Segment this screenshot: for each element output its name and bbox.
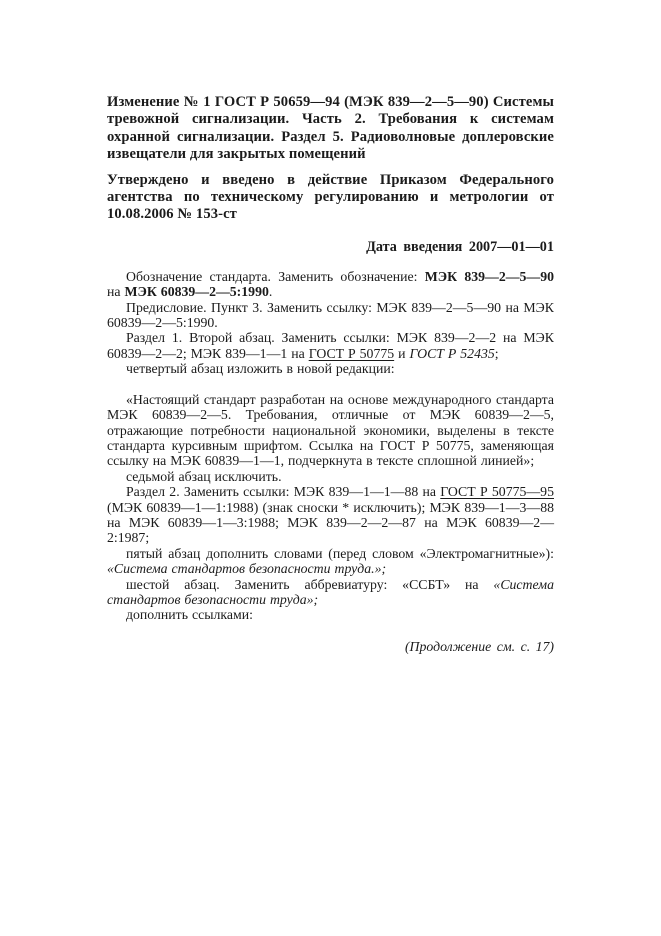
para-fourth-paragraph bbox=[107, 361, 554, 376]
amendment-title bbox=[107, 94, 554, 164]
text-run: шестой абзац. Заменить аббревиатуру: «ССБТ» на bbox=[126, 576, 494, 592]
para-designation bbox=[107, 269, 554, 300]
text-run: ГОСТ Р 50775 bbox=[308, 345, 395, 361]
text-run: ; bbox=[494, 345, 499, 361]
text-run: «Система стандартов безопасности труда.»; bbox=[107, 561, 387, 577]
text-run: Раздел 2. Заменить ссылки: МЭК 839—1—1—88 на bbox=[126, 484, 441, 500]
para-seventh-paragraph bbox=[107, 469, 554, 484]
continuation-note bbox=[107, 639, 554, 654]
text-run: на bbox=[107, 284, 125, 300]
para-foreword bbox=[107, 300, 554, 331]
para-sixth-paragraph bbox=[107, 577, 554, 608]
text-run: Раздел 1. Второй абзац. Заменить ссылки: МЭК 839—2—2 на МЭК 60839—2—2; МЭК 839—1—1 на bbox=[107, 330, 554, 361]
approval-statement bbox=[107, 172, 554, 224]
text-run: Предисловие. Пункт 3. Заменить ссылку: МЭК 839—2—5—90 на МЭК 60839—2—5:1990. bbox=[107, 299, 554, 331]
para-section2 bbox=[107, 484, 554, 546]
text-run: ГОСТ Р 52435 bbox=[409, 345, 495, 361]
text-run: Дата введения 2007—01—01 bbox=[366, 238, 554, 255]
text-run: Обозначение стандарта. Заменить обозначение: bbox=[126, 268, 425, 284]
text-run: (МЭК 60839—1—1:1988) (знак сноски * исключить); МЭК 839—1—3—88 на МЭК 60839—1—3:1988; МЭК 839—2—2—87 на МЭК 60839—2—2:1987; bbox=[107, 499, 554, 546]
document-content bbox=[107, 94, 554, 654]
text-run: (Продолжение см. с. 17) bbox=[404, 638, 554, 654]
para-add-references bbox=[107, 607, 554, 622]
text-run: ГОСТ Р 50775—95 bbox=[440, 484, 554, 500]
effective-date bbox=[107, 239, 554, 255]
para-section1 bbox=[107, 330, 554, 361]
text-run: четвертый абзац изложить в новой редакции: bbox=[126, 361, 395, 377]
text-run: пятый абзац дополнить словами (перед словом «Электромагнитные»): bbox=[126, 545, 554, 561]
text-run: МЭК 60839—2—5:1990 bbox=[124, 284, 269, 300]
text-run: . bbox=[268, 284, 273, 300]
text-run: Утверждено и введено в действие Приказом Федерального агентства по техническому регулированию и метрологии от 10.08.2006 № 153-ст bbox=[107, 171, 554, 223]
text-run: и bbox=[394, 345, 410, 361]
text-run: МЭК 839—2—5—90 bbox=[424, 268, 555, 284]
text-run: «Система стандартов безопасности труда»; bbox=[107, 576, 554, 607]
text-run: дополнить ссылками: bbox=[126, 607, 253, 623]
text-run: седьмой абзац исключить. bbox=[126, 468, 282, 484]
para-new-edition bbox=[107, 392, 554, 469]
text-run: Изменение № 1 ГОСТ Р 50659—94 (МЭК 839—2—5—90) Системы тревожной сигнализации. Часть 2. Требования к системам охранной сигнализации. Раздел 5. Радиоволновые доплеровские извещатели для закрытых помещений bbox=[107, 94, 554, 163]
text-run: «Настоящий стандарт разработан на основе международного стандарта МЭК 60839—2—5. Требования, отличные от МЭК 60839—2—5, отражающие потребности национальной экономики, выделены в тексте стандарта курсивным шрифтом. Ссылка на ГОСТ Р 50775, заменяющая ссылку на МЭК 60839—1—1, подчеркнута в тексте сплошной линией»; bbox=[107, 391, 554, 469]
para-fifth-paragraph bbox=[107, 546, 554, 577]
